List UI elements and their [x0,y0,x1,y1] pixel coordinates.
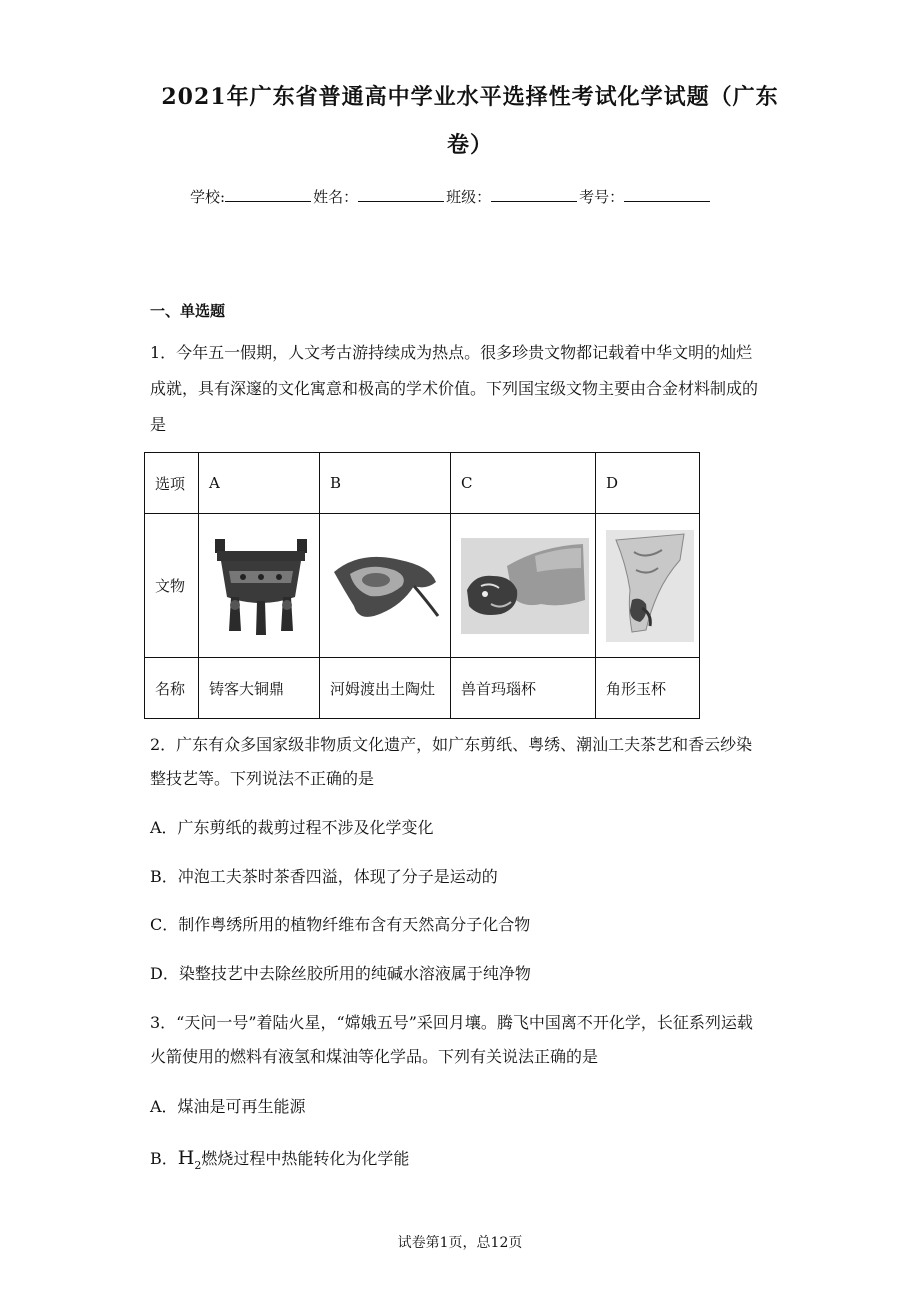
q1-stem-line3: 是 [150,415,167,434]
class-blank[interactable] [491,187,577,202]
exam-title-line2: 卷） [446,132,493,158]
row-header-relic: 文物 [145,514,199,658]
name-blank[interactable] [358,187,444,202]
name-c: 兽首玛瑙杯 [451,658,596,719]
table-row-relics [145,514,700,658]
exam-title-line1: 2021年广东省普通高中学业水平选择性考试化学试题（广东 [161,84,779,110]
q3-option-b-text: 燃烧过程中热能转化为化学能 [201,1149,410,1168]
table-row-names [145,658,700,719]
option-b: B [320,453,451,514]
q3-option-b-prefix: B． [150,1149,178,1168]
row-header-option: 选项 [145,453,199,514]
q3-option-b [150,1146,409,1172]
pottery-stove-image [330,546,442,626]
q2-stem-line1: 2．广东有众多国家级非物质文化遗产，如广东剪纸、粤绣、潮汕工夫茶艺和香云纱染 [150,735,753,754]
option-a: A [199,453,320,514]
hydrogen-symbol: H [177,1147,195,1169]
q2-option-d: D．染整技艺中去除丝胶所用的纯碱水溶液属于纯净物 [150,964,531,983]
q3-stem-line2: 火箭使用的燃料有液氢和煤油等化学品。下列有关说法正确的是 [150,1047,599,1066]
option-d: D [596,453,700,514]
page-footer: 试卷第1页，总12页 [397,1235,523,1251]
class-label: 班级： [446,188,492,206]
number-label: 考号： [579,188,625,206]
q3-stem-line1: 3．“天问一号”着陆火星，“嫦娥五号”采回月壤。腾飞中国离不开化学，长征系列运载 [150,1013,753,1032]
q1-stem-line2: 成就，具有深邃的文化寓意和极高的学术价值。下列国宝级文物主要由合金材料制成的 [150,379,759,398]
hydrogen-formula [177,1147,202,1172]
bronze-ding-image [209,531,313,641]
school-blank[interactable] [225,187,311,202]
relic-b-cell [320,514,451,658]
option-c: C [451,453,596,514]
student-info-row [190,186,712,207]
number-blank[interactable] [624,187,710,202]
relic-c-cell [451,514,596,658]
relic-d-cell [596,514,700,658]
school-label: 学校: [190,188,226,206]
q2-option-a: A．广东剪纸的裁剪过程不涉及化学变化 [150,818,434,837]
jade-horn-cup-image [606,530,694,642]
section-heading: 一、单选题 [150,302,226,320]
relic-a-cell [199,514,320,658]
row-header-name: 名称 [145,658,199,719]
agate-cup-image [461,538,589,634]
relic-table [144,452,700,719]
name-a: 铸客大铜鼎 [199,658,320,719]
name-b: 河姆渡出土陶灶 [320,658,451,719]
name-d: 角形玉杯 [596,658,700,719]
q2-stem-line2: 整技艺等。下列说法不正确的是 [150,769,375,788]
q1-stem-line1: 1．今年五一假期，人文考古游持续成为热点。很多珍贵文物都记载着中华文明的灿烂 [150,343,753,362]
q3-option-a: A．煤油是可再生能源 [150,1097,306,1116]
name-label: 姓名： [313,188,359,206]
table-row-options [145,453,700,514]
q2-option-b: B．冲泡工夫茶时茶香四溢，体现了分子是运动的 [150,867,498,886]
q2-option-c: C．制作粤绣所用的植物纤维布含有天然高分子化合物 [150,915,531,934]
hydrogen-subscript: 2 [194,1158,202,1172]
